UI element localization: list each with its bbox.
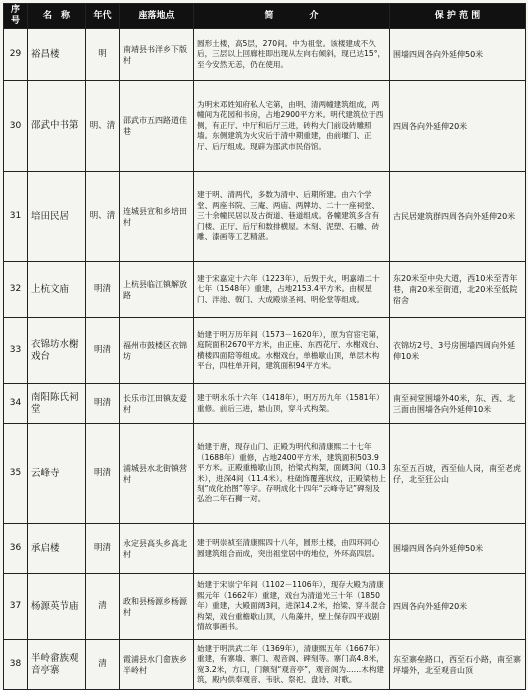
heritage-table [3,3,526,690]
cell-no: 37 [4,574,28,640]
cell-description: 始建于宋崇宁年间（1102－1106年），现存大殿为清康熙元年（1662年）重建，戏台为清道光三十年（1850年）重建，大殿面阔3间，进深14.2米，抬梁、穿斗混合构架，戏台重檐歇山顶，八角藻井，壁上保存四平戏剧情故事画书。 [194,574,390,640]
cell-description: 圆形土楼，高5层，270间。中为祖堂。该楼建成不久后，三层以上回廊柱即出现从左向右倾斜，现已达15°，至今安然无恙，仍在使用。 [194,29,390,81]
header-scope: 保 护 范 围 [390,4,526,29]
cell-name: 杨源英节庙 [28,574,86,640]
cell-era: 明清 [86,524,120,574]
cell-description: 建于宋嘉定十六年（1223年），后毁于火，明嘉靖二十七年（1548年）重建，占地2153.4平方米。由棂星门、泮池、戟门、大成殿崇圣祠、明伦堂等组成。 [194,262,390,318]
cell-no: 35 [4,424,28,524]
cell-name: 上杭文庙 [28,262,86,318]
cell-era: 清 [86,640,120,690]
table-row [4,424,526,524]
header-name: 名 称 [28,4,86,29]
cell-name: 培田民居 [28,172,86,262]
cell-name: 云峰寺 [28,424,86,524]
cell-description: 建于明崇祯至清康熙四十八年，圆形土楼，由四环同心圆建筑组合而成，突出祖堂居中的地位，外环高四层。 [194,524,390,574]
cell-no: 38 [4,640,28,690]
header-row [4,4,526,29]
cell-description: 建于明、清两代，多数为清中、后期所建。由六个学堂、两座书院、三庵、两庙、两牌坊、二十一座祠堂、三十余幢民居以及古街道、巷道组成。各幢建筑多含有门楼、正厅、后厅和数排横屋。木刻、泥塑、石雕、砖雕、漆画等工艺精湛。 [194,172,390,262]
cell-description: 始建于明万历年间（1573－1620年），原为官宦宅第，庭院面积2670平方米，由正座、东西花厅、水榭戏台、横楼四面陪等组成。水榭戏台，单檐歇山顶，单层木构平台，四柱单开间，建筑面积94平方米。 [194,318,390,384]
cell-location: 南靖县书洋乡下版村 [120,29,194,81]
cell-description: 建于明永乐十六年（1418年），明万历九年（1581年）重修。前后三进，悬山顶，穿斗式构架。 [194,384,390,424]
table-row [4,640,526,690]
cell-no: 31 [4,172,28,262]
table-row [4,384,526,424]
cell-scope: 围墙四周各向外延伸50米 [390,29,526,81]
table-row [4,262,526,318]
cell-location: 上杭县临江镇解放路 [120,262,194,318]
cell-era: 明清 [86,384,120,424]
cell-era: 明清 [86,318,120,384]
cell-location: 长乐市江田镇友爱村 [120,384,194,424]
table-row [4,318,526,384]
cell-description: 始建于唐，现存山门、正殿为明代和清康熙二十七年（1688年）重修，占地2400平方米，建筑面积503.9平方米。正殿重檐歇山顶，抬梁式构架，面阔3间（10.3米），进深4间（11.4米）。柱础饰覆莲状纹，正殿梁枋上刻“成化抬图”等字。存明成化十四年“云峰寺记”碑刻及弘治二年石狮一对。 [194,424,390,524]
cell-name: 邵武中书第 [28,81,86,172]
cell-scope: 衣锦坊2号、3号房围墙四周向外延伸10米 [390,318,526,384]
cell-no: 32 [4,262,28,318]
table-row [4,524,526,574]
cell-name: 承启楼 [28,524,86,574]
cell-location: 连城县宣和乡培田村 [120,172,194,262]
cell-location: 政和县杨源乡杨源村 [120,574,194,640]
cell-description: 为明末邓姓知府私人宅第，由明、清两幢建筑组成，两幢间为花园和书房，占地2900平方米。明代建筑位于西侧，有正厅、中厅和后厅三进，砖构大门前设砖雕照墙。东侧建筑为火灾后于清中期重建，由前堰门、正厅、后厅组成。现辟为邵武市民俗馆。 [194,81,390,172]
cell-era: 明清 [86,424,120,524]
cell-era: 明、清 [86,81,120,172]
cell-description: 始建于明洪武二年（1369年），清康熙五年（1667年）重建，有寨墙、寨门、观音阁、碑刻等。寨门高4.8米，宽3.2米，方口，门额刻“观音亭”，观音阁为……木构建筑，殿内供奉观音、韦驮、祭祀、盘诗、对歌。 [194,640,390,690]
cell-name: 衣锦坊水榭戏台 [28,318,86,384]
cell-location: 浦城县水北街镇营村 [120,424,194,524]
cell-era: 清 [86,574,120,640]
table-row [4,172,526,262]
cell-scope: 四周各向外延伸20米 [390,574,526,640]
table-row [4,574,526,640]
cell-scope: 古民居建筑群四周各向外延伸20米 [390,172,526,262]
cell-scope: 围墙四周各向外延伸50米 [390,524,526,574]
cell-location: 邵武市五四路道佳巷 [120,81,194,172]
cell-no: 29 [4,29,28,81]
cell-no: 34 [4,384,28,424]
cell-scope: 东至五百坡，西至仙人岗，南至老虎仔，北至狂公山 [390,424,526,524]
cell-name: 南阳陈氏祠堂 [28,384,86,424]
header-description: 简 介 [194,4,390,29]
cell-name: 裕昌楼 [28,29,86,81]
cell-scope: 东至寨垒路口，西至石小路，南至寨坪墙外，北至观音山顶 [390,640,526,690]
cell-name: 半岭畲族观音亭寨 [28,640,86,690]
cell-era: 明、清 [86,172,120,262]
cell-scope: 南至祠堂围墙外40米，东、西、北三面由围墙各向外延伸10米 [390,384,526,424]
cell-no: 30 [4,81,28,172]
cell-era: 明 [86,29,120,81]
header-no: 序号 [4,4,28,29]
header-era: 年代 [86,4,120,29]
cell-no: 36 [4,524,28,574]
cell-scope: 四周各向外延伸20米 [390,81,526,172]
table-row [4,81,526,172]
cell-location: 永定县高头乡高北村 [120,524,194,574]
header-location: 座落地点 [120,4,194,29]
table-row [4,29,526,81]
cell-era: 明清 [86,262,120,318]
cell-location: 福州市鼓楼区衣锦坊 [120,318,194,384]
cell-no: 33 [4,318,28,384]
cell-scope: 东20米至中央大道，西10米至青年巷，南20米至街道，北20米至低院宿舍 [390,262,526,318]
cell-location: 霞浦县水门畲族乡半岭村 [120,640,194,690]
